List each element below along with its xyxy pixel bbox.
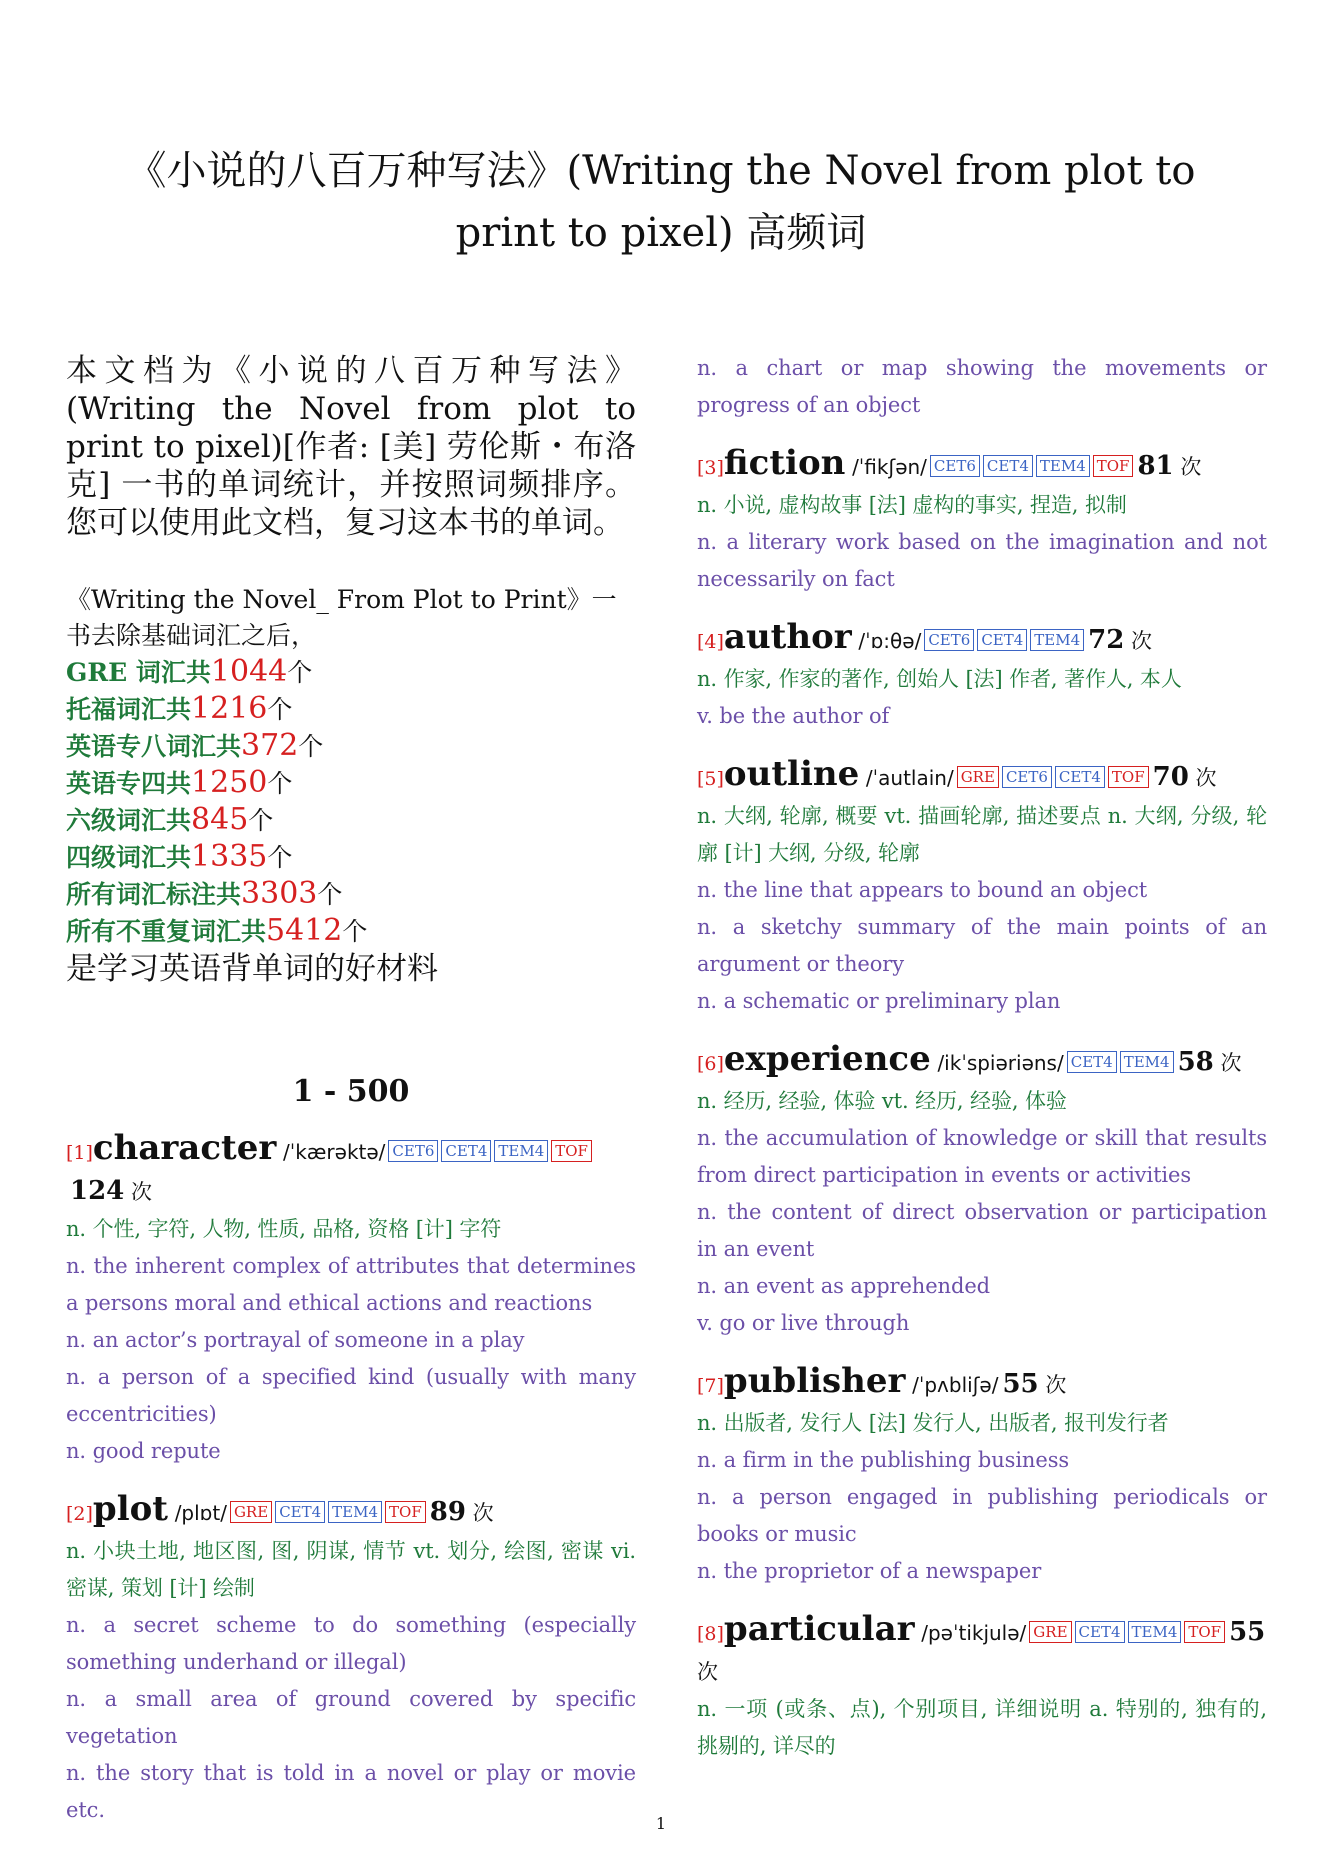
definition-zh: n. 经历, 经验, 体验 vt. 经历, 经验, 体验 <box>697 1089 1067 1113</box>
stat-value: 845 <box>191 802 249 837</box>
level-badge: CET6 <box>930 455 980 477</box>
word-list-left <box>66 1129 636 1829</box>
stat-unit: 个 <box>267 769 293 798</box>
stat-value: 1044 <box>210 654 288 689</box>
word-entry <box>66 1129 636 1470</box>
word-list-right <box>697 350 1267 1765</box>
frequency-unit: 次 <box>1045 1373 1067 1397</box>
entry-head <box>66 1129 636 1211</box>
stat-line <box>66 913 636 950</box>
level-badge: TOF <box>1093 455 1134 477</box>
stat-line <box>66 876 636 913</box>
stat-unit: 个 <box>267 695 293 724</box>
level-badge: CET4 <box>275 1501 325 1523</box>
stat-unit: 个 <box>298 732 324 761</box>
headword: experience <box>723 1039 931 1079</box>
level-badge: TEM4 <box>494 1140 548 1162</box>
entry-index: [7] <box>697 1375 724 1397</box>
definition-zh: n. 小块土地, 地区图, 图, 阴谋, 情节 vt. 划分, 绘图, 密谋 vi. 密谋, 策划 [计] 绘制 <box>66 1539 636 1600</box>
stat-label: 六级词汇共 <box>66 806 192 835</box>
stats-block <box>66 582 636 988</box>
entry-index: [8] <box>697 1623 724 1645</box>
definition-en: n. a small area of ground covered by specific vegetation <box>66 1687 636 1748</box>
stat-label: 英语专八词汇共 <box>66 732 242 761</box>
definition-en: n. good repute <box>66 1439 221 1463</box>
definition-en: n. the line that appears to bound an object <box>697 878 1148 902</box>
stat-value: 1335 <box>191 839 268 874</box>
frequency-unit: 次 <box>1131 629 1153 653</box>
level-badge: CET4 <box>1055 766 1105 788</box>
level-badge: TOF <box>551 1140 592 1162</box>
stat-label: 所有词汇标注共 <box>66 880 242 909</box>
headword: character <box>92 1128 277 1168</box>
pronunciation: /ˈautlain/ <box>865 766 954 790</box>
level-badge: CET6 <box>388 1140 438 1162</box>
definition-en: v. be the author of <box>697 704 890 728</box>
frequency-count: 89 <box>429 1497 466 1527</box>
headword: plot <box>92 1489 168 1529</box>
definition-zh: n. 出版者, 发行人 [法] 发行人, 出版者, 报刊发行者 <box>697 1411 1169 1435</box>
stat-label: GRE 词汇共 <box>66 658 211 687</box>
frequency-unit: 次 <box>1220 1051 1242 1075</box>
stat-unit: 个 <box>287 658 313 687</box>
pronunciation: /ˈpʌbliʃə/ <box>912 1373 999 1397</box>
definition-zh: n. 一项 (或条、点), 个别项目, 详细说明 a. 特别的, 独有的, 挑剔的, 详尽的 <box>697 1697 1267 1758</box>
definition-en: n. the inherent complex of attributes that determines a persons moral and ethical actions and reactions <box>66 1254 636 1315</box>
definition-en: v. go or live through <box>697 1311 910 1335</box>
entry-head <box>697 1610 1267 1691</box>
word-entry <box>697 1610 1267 1765</box>
level-badge: TOF <box>1184 1621 1225 1643</box>
left-column <box>66 350 636 1849</box>
entry-index: [6] <box>697 1053 724 1075</box>
word-entry <box>697 444 1267 598</box>
definition-en: n. the accumulation of knowledge or skill that results from direct participation in events or activities <box>697 1126 1267 1187</box>
definition-zh: n. 大纲, 轮廓, 概要 vt. 描画轮廓, 描述要点 n. 大纲, 分级, 轮廓 [计] 大纲, 分级, 轮廓 <box>697 804 1267 865</box>
frequency-unit: 次 <box>1195 766 1217 790</box>
level-badge: GRE <box>957 766 999 788</box>
frequency-count: 124 <box>70 1176 125 1206</box>
stats-closing: 是学习英语背单词的好材料 <box>66 951 438 987</box>
entry-index: [5] <box>697 768 724 790</box>
word-entry <box>697 1040 1267 1342</box>
entry-head <box>697 618 1267 661</box>
level-badge: TEM4 <box>1120 1051 1174 1073</box>
stat-line <box>66 765 636 802</box>
stat-value: 1250 <box>191 765 268 800</box>
word-entry <box>697 1362 1267 1590</box>
stats-lead: 《Writing the Novel_ From Plot to Print》一书去除基础词汇之后， <box>66 585 617 650</box>
entry-continued <box>697 350 1267 424</box>
word-entry <box>697 755 1267 1020</box>
entry-head <box>697 755 1267 798</box>
definition-en: n. a chart or map showing the movements or progress of an object <box>697 356 1267 417</box>
stat-unit: 个 <box>248 806 274 835</box>
pronunciation: /pəˈtikjulə/ <box>921 1621 1027 1645</box>
stats-list <box>66 654 636 950</box>
frequency-count: 81 <box>1137 451 1174 481</box>
page-title: 《小说的八百万种写法》(Writing the Novel from plot to print to pixel) 高频词 <box>126 148 1196 256</box>
stat-line <box>66 654 636 691</box>
level-badge: CET6 <box>1002 766 1052 788</box>
level-badge: CET4 <box>1067 1051 1117 1073</box>
level-badge: GRE <box>1029 1621 1071 1643</box>
definition-en: n. the proprietor of a newspaper <box>697 1559 1042 1583</box>
definition-en: n. a person of a specified kind (usually with many eccentricities) <box>66 1365 636 1426</box>
stat-unit: 个 <box>342 917 368 946</box>
word-entry <box>697 618 1267 735</box>
stat-line <box>66 691 636 728</box>
level-badge: TOF <box>1108 766 1149 788</box>
pronunciation: /ˈfikʃən/ <box>852 455 927 479</box>
headword: fiction <box>723 443 846 483</box>
frequency-count: 55 <box>1229 1617 1266 1647</box>
definition-en: n. a sketchy summary of the main points of an argument or theory <box>697 915 1267 976</box>
level-badge: TEM4 <box>1030 629 1084 651</box>
intro-paragraph: 本文档为《小说的八百万种写法》(Writing the Novel from plot to print to pixel)[作者: [美] 劳伦斯・布洛克] 一书的单词统计，并按照词频排序。您可以使用此文档，复习这本书的单词。 <box>66 353 636 541</box>
frequency-count: 55 <box>1002 1369 1039 1399</box>
stat-label: 所有不重复词汇共 <box>66 917 267 946</box>
level-badge: CET4 <box>983 455 1033 477</box>
pronunciation: /plɒt/ <box>174 1501 227 1525</box>
stat-line <box>66 839 636 876</box>
word-entry <box>66 1490 636 1829</box>
definition-en: n. a person engaged in publishing periodicals or books or music <box>697 1485 1267 1546</box>
level-badge: GRE <box>230 1501 272 1523</box>
headword: publisher <box>723 1361 906 1401</box>
entry-index: [3] <box>697 457 724 479</box>
frequency-count: 58 <box>1177 1047 1214 1077</box>
definition-en: n. a secret scheme to do something (especially something underhand or illegal) <box>66 1613 636 1674</box>
stat-value: 3303 <box>241 876 318 911</box>
right-column <box>697 350 1267 1785</box>
stat-unit: 个 <box>267 843 293 872</box>
pronunciation: /ˈkærəktə/ <box>282 1140 386 1164</box>
stat-line <box>66 802 636 839</box>
frequency-unit: 次 <box>130 1180 152 1204</box>
stat-label: 四级词汇共 <box>66 843 192 872</box>
definition-zh: n. 小说, 虚构故事 [法] 虚构的事实, 捏造, 拟制 <box>697 493 1127 517</box>
definition-en: n. a schematic or preliminary plan <box>697 989 1061 1013</box>
stat-label: 英语专四共 <box>66 769 192 798</box>
stat-line <box>66 728 636 765</box>
definition-en: n. an actor’s portrayal of someone in a play <box>66 1328 525 1352</box>
entry-head <box>697 444 1267 487</box>
range-heading: 1 - 500 <box>292 1074 410 1109</box>
level-badge: TEM4 <box>328 1501 382 1523</box>
frequency-unit: 次 <box>1180 455 1202 479</box>
entry-index: [2] <box>66 1503 93 1525</box>
stat-value: 372 <box>241 728 299 763</box>
definition-zh: n. 作家, 作家的著作, 创始人 [法] 作者, 著作人, 本人 <box>697 667 1182 691</box>
definition-en: n. a firm in the publishing business <box>697 1448 1070 1472</box>
definition-en: n. an event as apprehended <box>697 1274 990 1298</box>
headword: author <box>723 617 852 657</box>
level-badge: CET4 <box>977 629 1027 651</box>
definition-en: n. the content of direct observation or participation in an event <box>697 1200 1267 1261</box>
stat-value: 1216 <box>191 691 268 726</box>
entry-head <box>66 1490 636 1533</box>
frequency-count: 70 <box>1152 762 1189 792</box>
stat-unit: 个 <box>317 880 343 909</box>
headword: particular <box>723 1609 915 1649</box>
definition-en: n. a literary work based on the imagination and not necessarily on fact <box>697 530 1267 591</box>
level-badge: CET4 <box>441 1140 491 1162</box>
level-badge: CET4 <box>1075 1621 1125 1643</box>
pronunciation: /ikˈspiəriəns/ <box>937 1051 1064 1075</box>
frequency-unit: 次 <box>472 1501 494 1525</box>
entry-index: [4] <box>697 631 724 653</box>
level-badge: TEM4 <box>1128 1621 1182 1643</box>
level-badge: TOF <box>385 1501 426 1523</box>
definition-zh: n. 个性, 字符, 人物, 性质, 品格, 资格 [计] 字符 <box>66 1217 502 1241</box>
entry-index: [1] <box>66 1142 93 1164</box>
stat-label: 托福词汇共 <box>66 695 192 724</box>
headword: outline <box>723 754 860 794</box>
frequency-unit: 次 <box>697 1660 718 1684</box>
frequency-count: 72 <box>1088 625 1125 655</box>
entry-head <box>697 1040 1267 1083</box>
level-badge: TEM4 <box>1036 455 1090 477</box>
page-number: 1 <box>655 1814 667 1833</box>
stat-value: 5412 <box>266 913 343 948</box>
definition-en: n. the story that is told in a novel or play or movie etc. <box>66 1761 636 1822</box>
level-badge: CET6 <box>924 629 974 651</box>
pronunciation: /ˈɒ:θə/ <box>858 629 922 653</box>
entry-head <box>697 1362 1267 1405</box>
